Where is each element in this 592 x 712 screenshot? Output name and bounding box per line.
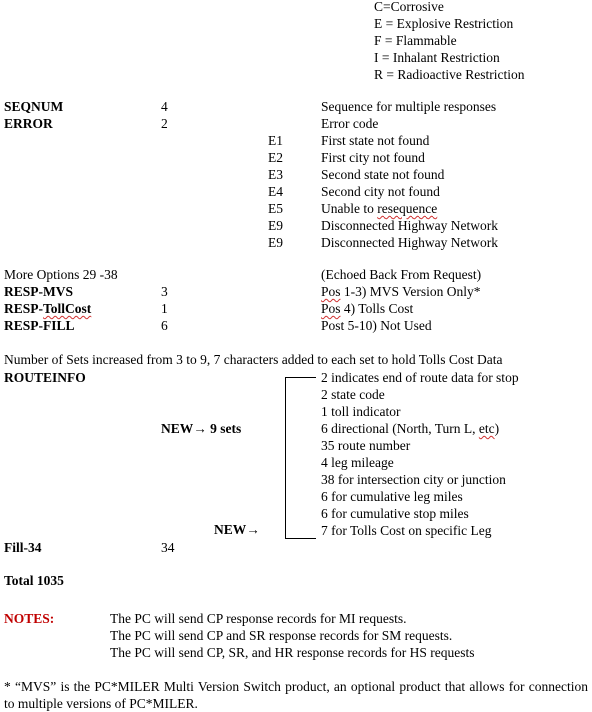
error-code-description: Disconnected Highway Network — [321, 235, 498, 250]
resp-mvs-length: 3 — [161, 284, 168, 299]
resp-tollcost-field: RESP-TollCost — [4, 301, 92, 316]
routeinfo-item: 35 route number — [321, 438, 411, 453]
note-line: The PC will send CP response records for MI requests. — [110, 611, 407, 626]
restriction-radioactive: R = Radioactive Restriction — [374, 67, 525, 82]
error-code: E3 — [268, 167, 283, 182]
error-length: 2 — [161, 116, 168, 131]
seqnum-description: Sequence for multiple responses — [321, 99, 497, 114]
error-code: E5 — [268, 201, 283, 216]
restriction-inhalant: I = Inhalant Restriction — [374, 50, 500, 65]
routeinfo-item: 7 for Tolls Cost on specific Leg — [321, 523, 492, 538]
routeinfo-bracket — [285, 377, 316, 539]
new-arrow-label: NEW→ — [214, 522, 260, 537]
error-code: E2 — [268, 150, 283, 165]
error-code: E9 — [268, 235, 283, 250]
restriction-corrosive: C=Corrosive — [374, 0, 444, 14]
new-sets-label: NEW→ 9 sets — [161, 421, 242, 436]
mvs-footnote: * “MVS” is the PC*MILER Multi Version Switch product, an optional product that allows for connection to multiple versions of PC*MILER. — [4, 679, 588, 711]
error-code-description: Unable to resequence — [321, 201, 438, 216]
error-code: E1 — [268, 133, 283, 148]
error-field: ERROR — [4, 116, 53, 131]
routeinfo-item: 6 directional (North, Turn L, etc) — [321, 421, 500, 436]
resp-fill-description: Post 5-10) Not Used — [321, 318, 432, 333]
more-options-label: More Options 29 -38 — [4, 267, 118, 282]
routeinfo-item: 6 for cumulative leg miles — [321, 489, 463, 504]
routeinfo-item: 38 for intersection city or junction — [321, 472, 506, 487]
restriction-flammable: F = Flammable — [374, 33, 457, 48]
note-line: The PC will send CP, SR, and HR response records for HS requests — [110, 645, 475, 660]
resp-tollcost-description: Pos 4) Tolls Cost — [321, 301, 414, 316]
seqnum-field: SEQNUM — [4, 99, 64, 114]
more-options-description: (Echoed Back From Request) — [321, 267, 482, 282]
seqnum-length: 4 — [161, 99, 168, 114]
error-code-description: First city not found — [321, 150, 425, 165]
resp-fill-field: RESP-FILL — [4, 318, 75, 333]
error-code-description: Second state not found — [321, 167, 445, 182]
error-description: Error code — [321, 116, 379, 131]
fill34-field: Fill-34 — [4, 540, 42, 555]
error-code-description: Disconnected Highway Network — [321, 218, 498, 233]
resp-fill-length: 6 — [161, 318, 168, 333]
routeinfo-item: 6 for cumulative stop miles — [321, 506, 469, 521]
note-line: The PC will send CP and SR response records for SM requests. — [110, 628, 453, 643]
routeinfo-item: 2 indicates end of route data for stop — [321, 370, 519, 385]
resp-tollcost-length: 1 — [161, 301, 168, 316]
error-code-description: First state not found — [321, 133, 430, 148]
sets-note: Number of Sets increased from 3 to 9, 7 characters added to each set to hold Tolls Cost Data — [4, 352, 503, 367]
routeinfo-item: 4 leg mileage — [321, 455, 394, 470]
routeinfo-field: ROUTEINFO — [4, 370, 86, 385]
error-code: E9 — [268, 218, 283, 233]
fill34-length: 34 — [161, 540, 175, 555]
routeinfo-item: 1 toll indicator — [321, 404, 401, 419]
error-code: E4 — [268, 184, 283, 199]
error-code-description: Second city not found — [321, 184, 440, 199]
notes-label: NOTES: — [4, 611, 55, 626]
routeinfo-item: 2 state code — [321, 387, 385, 402]
restriction-explosive: E = Explosive Restriction — [374, 16, 514, 31]
resp-mvs-field: RESP-MVS — [4, 284, 74, 299]
total-length: Total 1035 — [4, 573, 64, 588]
resp-mvs-description: Pos 1-3) MVS Version Only* — [321, 284, 481, 299]
